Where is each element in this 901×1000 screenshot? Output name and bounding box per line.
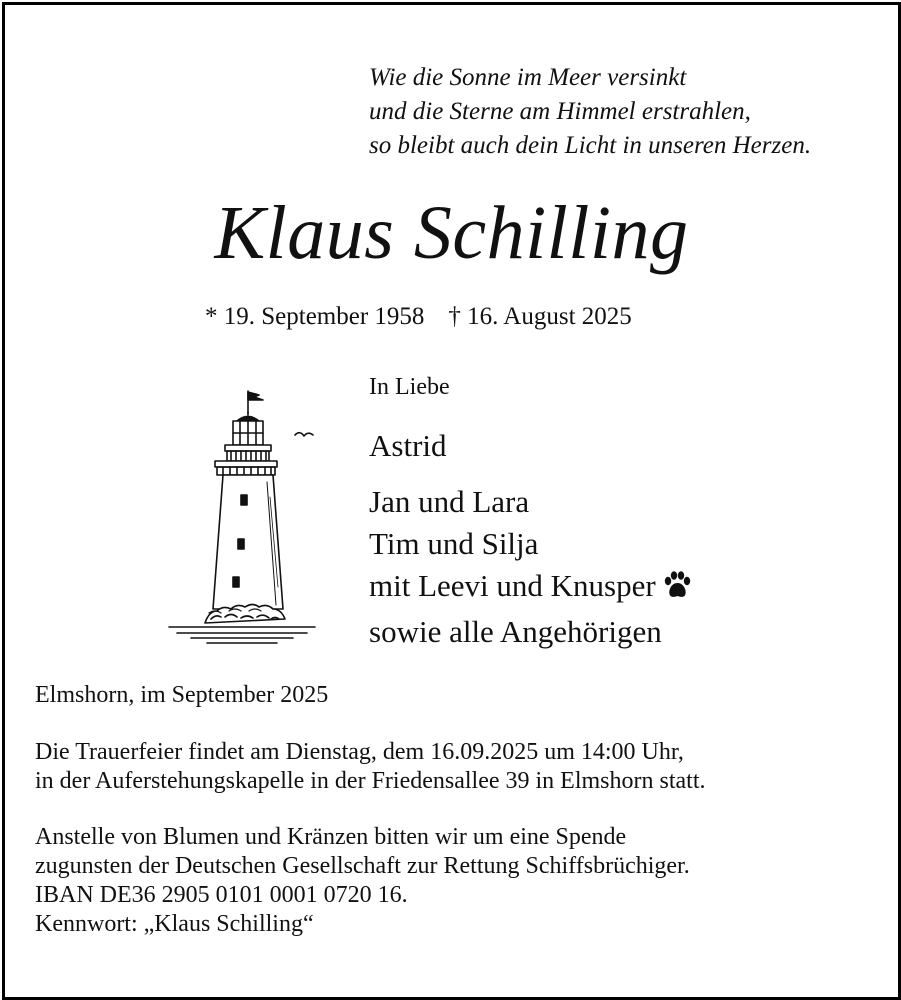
obituary-notice — [2, 2, 901, 1000]
donation-line: zugunsten der Deutschen Gesellschaft zur Rettung Schiffsbrüchiger. — [35, 853, 690, 879]
donation-line: Anstelle von Blumen und Kränzen bitten wir um eine Spende — [35, 824, 627, 850]
poem-line: und die Sterne am Himmel erstrahlen, — [369, 98, 751, 125]
place-and-date: Elmshorn, im September 2025 — [35, 682, 329, 708]
birth-date: * 19. September 1958 — [205, 303, 425, 330]
lighthouse-illustration — [167, 387, 317, 652]
paw-print-icon — [662, 569, 692, 611]
poem-line: Wie die Sonne im Meer versinkt — [369, 64, 687, 91]
death-date: † 16. August 2025 — [448, 303, 632, 330]
mourner-name: mit Leevi und Knusper — [369, 568, 656, 603]
in-love-heading: In Liebe — [369, 374, 450, 400]
funeral-ceremony-info — [35, 738, 706, 796]
donation-keyword: Kennwort: „Klaus Schilling“ — [35, 911, 314, 937]
life-dates — [205, 301, 632, 333]
deceased-name: Klaus Schilling — [214, 191, 689, 275]
ceremony-line: in der Auferstehungskapelle in der Friedensallee 39 in Elmshorn statt. — [35, 768, 706, 794]
mourners-list — [369, 425, 692, 653]
donation-request — [35, 823, 690, 939]
mourner-name: Jan und Lara — [369, 484, 530, 519]
mourner-name: Astrid — [369, 428, 447, 463]
donation-iban: IBAN DE36 2905 0101 0001 0720 16. — [35, 882, 408, 908]
poem — [369, 61, 811, 163]
poem-line: so bleibt auch dein Licht in unseren Herzen. — [369, 132, 812, 159]
mourner-name: Tim und Silja — [369, 526, 539, 561]
mourner-name: sowie alle Angehörigen — [369, 614, 662, 649]
ceremony-line: Die Trauerfeier findet am Dienstag, dem 16.09.2025 um 14:00 Uhr, — [35, 739, 684, 765]
mourner-line-with-pets — [369, 565, 692, 611]
